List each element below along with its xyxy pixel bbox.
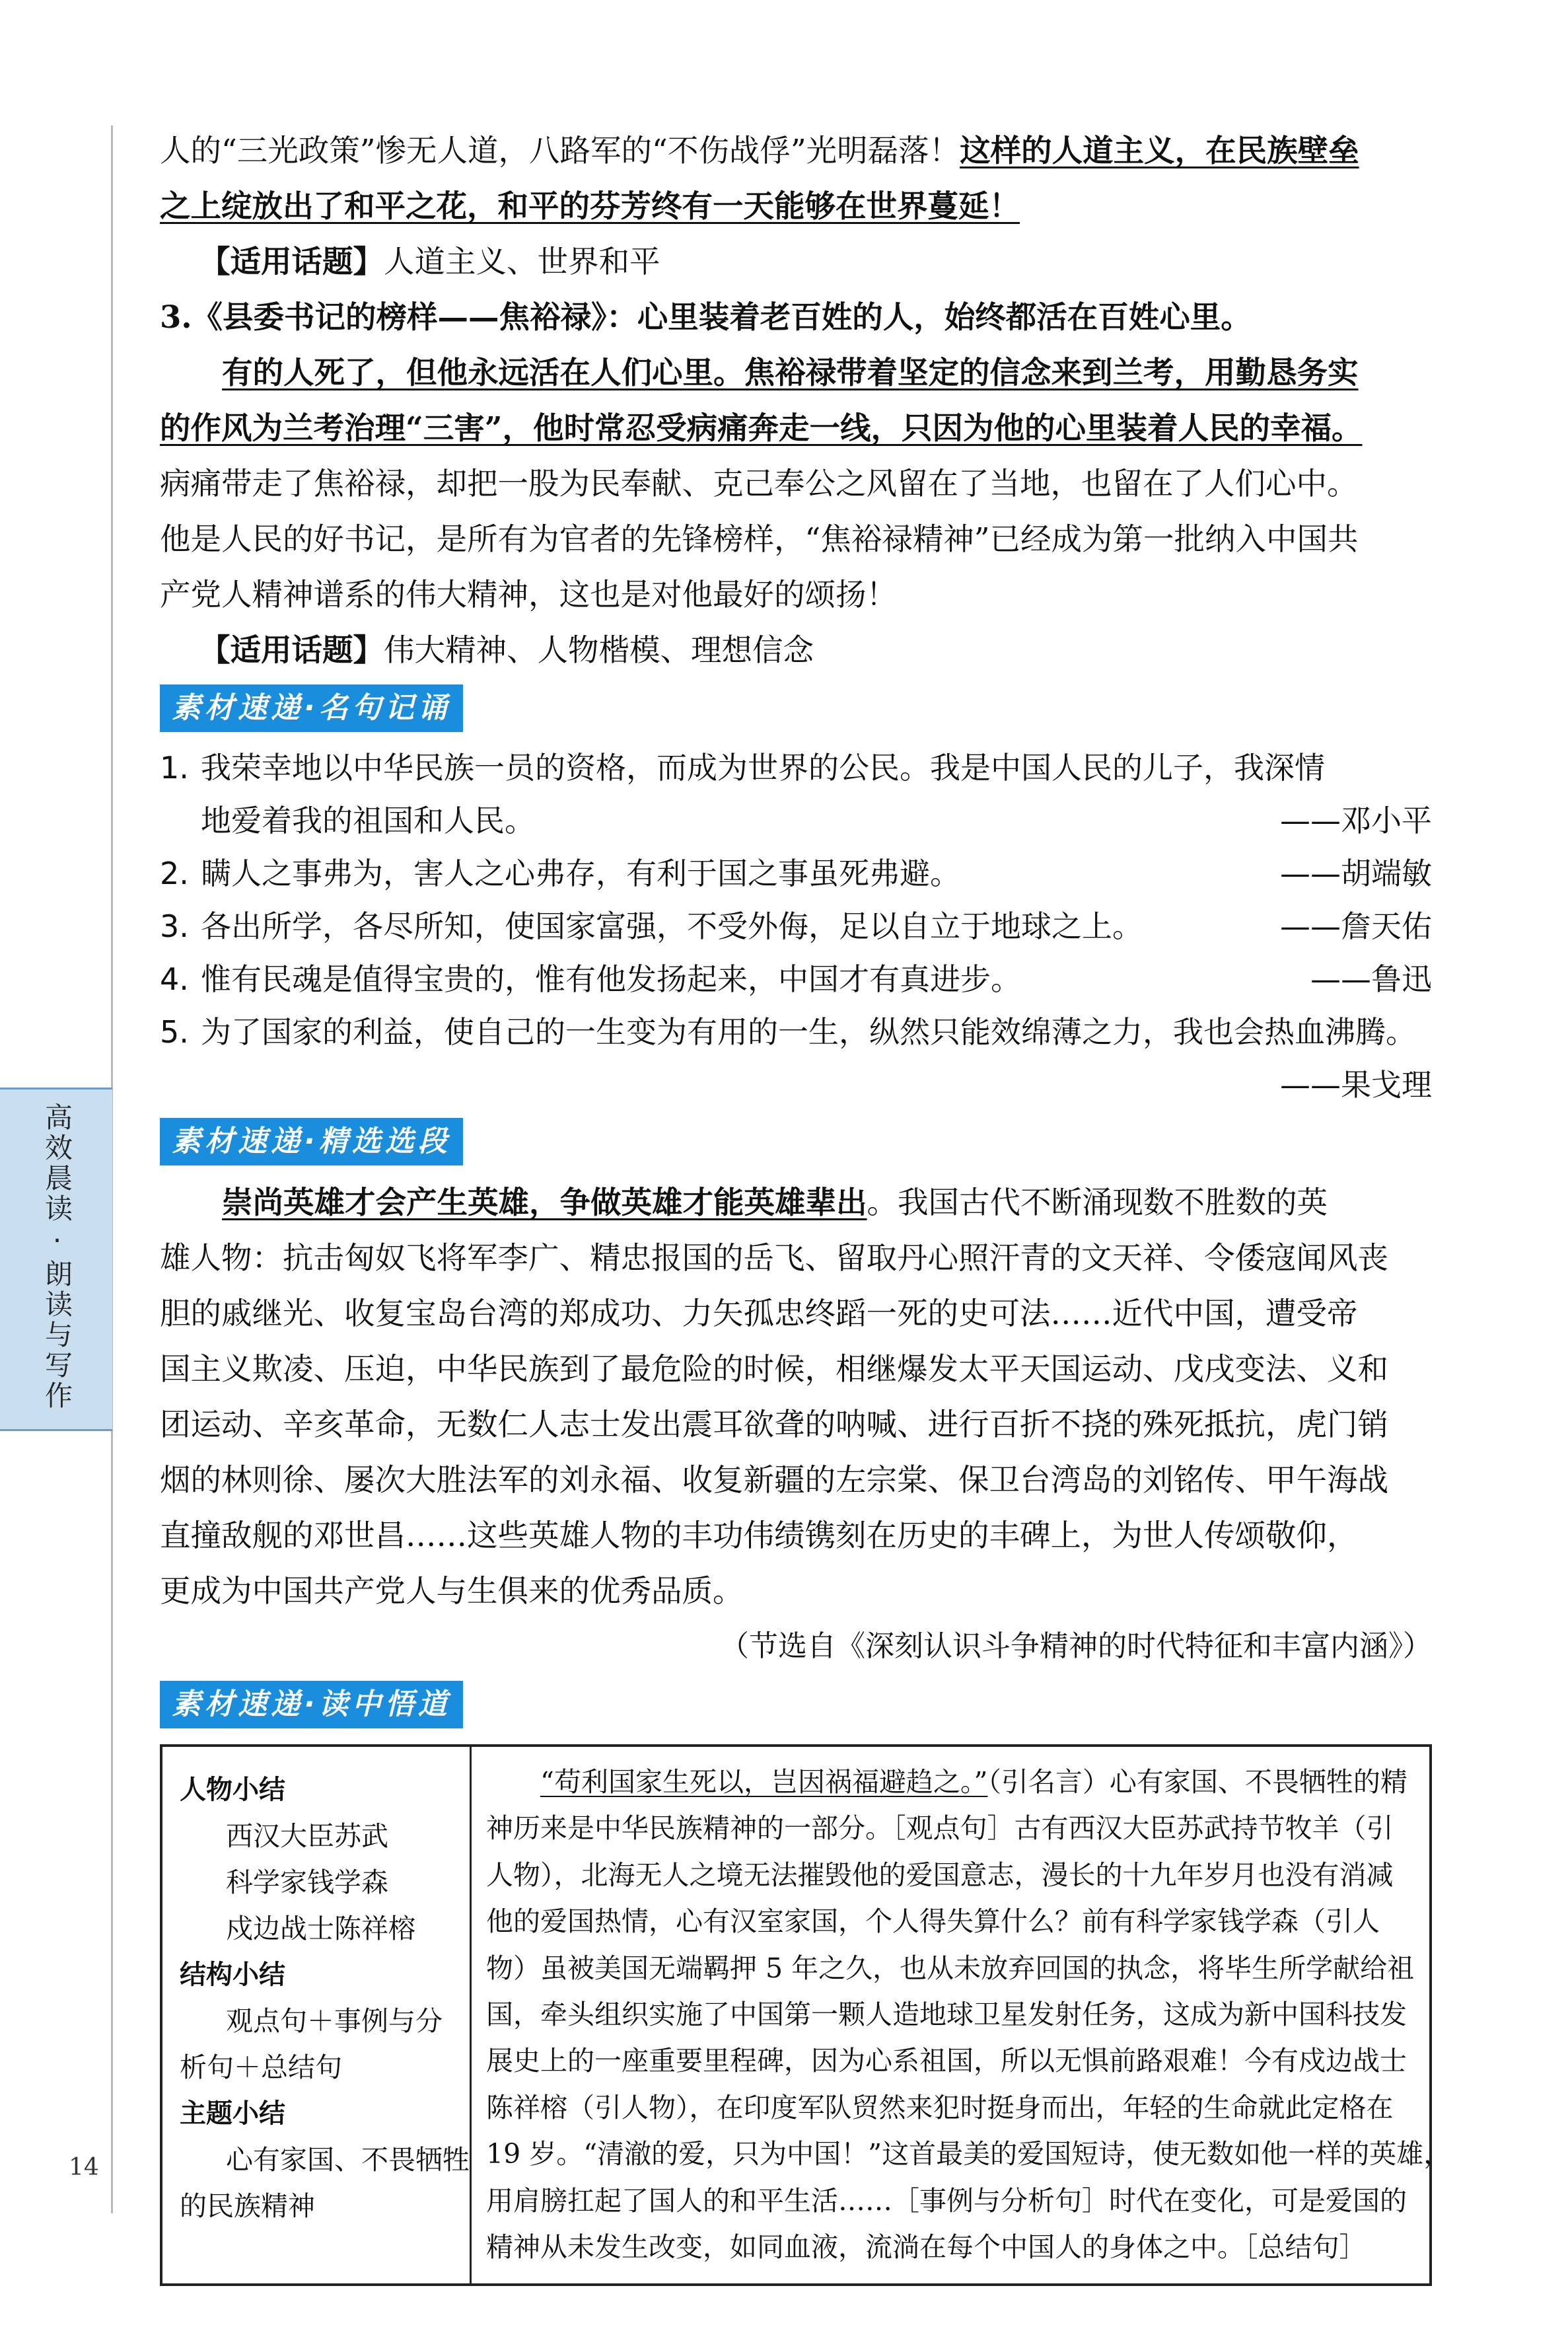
side-tab-label: 高效晨读·朗读与写作	[41, 1103, 73, 1411]
text-line: 病痛带走了焦裕禄，却把一股为民奉献、克己奉公之风留在了当地，也留在了人们心中。	[160, 466, 1358, 501]
quote-number: 1.	[160, 750, 189, 786]
highlight-span: 之上绽放出了和平之花，和平的芬芳终有一天能够在世界蔓延！	[160, 188, 1020, 224]
essay-line: 神历来是中华民族精神的一部分。［观点句］古有西汉大臣苏武持节牧羊（引	[486, 1812, 1394, 1845]
essay-line: 他的爱国热情，心有汉室家国，个人得失算什么？前有科学家钱学森（引人	[486, 1905, 1380, 1938]
section-banner: 素材速递·名句记诵	[160, 684, 463, 732]
summary-heading: 结构小结	[180, 1960, 285, 1990]
topic-line	[160, 622, 1432, 678]
text-line: 胆的戚继光、收复宝岛台湾的郑成功、力矢孤忠终蹈一死的史可法……近代中国，遭受帝	[160, 1296, 1358, 1331]
topic-label: 【适用话题】	[199, 243, 384, 279]
quote-item	[160, 847, 1432, 900]
quote-author: ——胡端敏	[1280, 856, 1432, 891]
text-span: （引名言）心有家国、不畏牺牲的精	[987, 1766, 1408, 1798]
quote-number: 5.	[160, 1014, 189, 1050]
essay-line: 人物），北海无人之境无法摧毁他的爱国意志，漫长的十九年岁月也没有消减	[486, 1859, 1394, 1891]
theme-text: 的民族精神	[180, 2190, 315, 2222]
text-line: 直撞敌舰的邓世昌……这些英雄人物的丰功伟绩镌刻在历史的丰碑上，为世人传颂敬仰，	[160, 1518, 1358, 1553]
text-line: 更成为中国共产党人与生俱来的优秀品质。	[160, 1573, 744, 1609]
quote-author: ——詹天佑	[1280, 908, 1432, 944]
text-span: 人的“三光政策”惨无人道，八路军的“不伤战俘”光明磊落！	[160, 133, 960, 168]
text-line	[160, 1175, 1432, 1230]
quote-text: 地爱着我的祖国和人民。	[201, 803, 535, 838]
quote-item	[160, 900, 1432, 953]
text-line	[160, 123, 1432, 178]
text-line: 团运动、辛亥革命，无数仁人志士发出震耳欲聋的呐喊、进行百折不挠的殊死抵抗，虎门销	[160, 1407, 1388, 1442]
person-item: 西汉大臣苏武	[226, 1820, 388, 1852]
quote-text: 为了国家的利益，使自己的一生变为有用的一生，纵然只能效绵薄之力，我也会热血沸腾。	[201, 1014, 1416, 1050]
text-line	[160, 400, 1432, 456]
quote-text: 惟有民魂是值得宝贵的，惟有他发扬起来，中国才有真进步。	[201, 961, 1021, 997]
text-span: 。我国古代不断涌现数不胜数的英	[867, 1185, 1328, 1220]
quote-span: “苟利国家生死以，岂因祸福避趋之。”	[540, 1766, 988, 1798]
highlight-span: 崇尚英雄才会产生英雄，争做英雄才能英雄辈出	[222, 1184, 867, 1220]
side-tab	[0, 1088, 112, 1431]
structure-text: 观点句＋事例与分	[226, 2005, 443, 2037]
highlight-span: 的作风为兰考治理“三害”，他时常忍受病痛奔走一线，只因为他的心里装着人民的幸福。	[160, 410, 1363, 446]
quote-text: 我荣幸地以中华民族一员的资格，而成为世界的公民。我是中国人民的儿子，我深情	[201, 750, 1325, 786]
quote-number: 2.	[160, 856, 189, 891]
quote-author: ——邓小平	[1280, 803, 1432, 838]
summary-heading: 主题小结	[180, 2098, 285, 2129]
quote-item	[160, 741, 1432, 794]
highlight-span: 有的人死了，但他永远活在人们心里。焦裕禄带着坚定的信念来到兰考，用勤恳务实	[222, 354, 1359, 390]
quote-author: ——果戈理	[1280, 1067, 1432, 1103]
page-number: 14	[69, 2154, 99, 2181]
structure-text: 析句＋总结句	[180, 2051, 342, 2083]
text-line: 产党人精神谱系的伟大精神，这也是对他最好的颂扬！	[160, 577, 897, 612]
text-line	[160, 345, 1432, 400]
essay-line: 展史上的一座重要里程碑，因为心系祖国，所以无惧前路艰难！今有戍边战士	[486, 2045, 1407, 2077]
topic-label: 【适用话题】	[199, 632, 384, 668]
item-title: 3.《县委书记的榜样——焦裕禄》：心里装着老百姓的人，始终都活在百姓心里。	[160, 299, 1252, 335]
text-line	[160, 178, 1432, 234]
source-citation: （节选自《深刻认识斗争精神的时代特征和丰富内涵》）	[720, 1629, 1432, 1663]
quote-text: 瞒人之事弗为，害人之心弗存，有利于国之事虽死弗避。	[201, 856, 960, 891]
section-banner: 素材速递·读中悟道	[160, 1681, 463, 1728]
quote-item	[160, 794, 1432, 847]
topic-value: 人道主义、世界和平	[384, 244, 660, 279]
text-line: 雄人物：抗击匈奴飞将军李广、精忠报国的岳飞、留取丹心照汗青的文天祥、令倭寇闻风丧	[160, 1240, 1388, 1276]
essay-line: 物）虽被美国无端羁押 5 年之久，也从未放弃回国的执念，将毕生所学献给祖	[486, 1952, 1415, 1984]
summary-column	[162, 1747, 472, 2283]
person-item: 科学家钱学森	[226, 1866, 388, 1898]
topic-line	[160, 234, 1432, 289]
essay-line: 精神从未发生改变，如同血液，流淌在每个中国人的身体之中。［总结句］	[486, 2231, 1367, 2264]
quote-number: 4.	[160, 961, 189, 997]
quote-item	[160, 953, 1432, 1006]
essay-line: 国，牵头组织实施了中国第一颗人造地球卫星发射任务，这成为新中国科技发	[486, 1999, 1407, 2031]
theme-text: 心有家国、不畏牺牲	[226, 2144, 470, 2176]
text-line: 他是人民的好书记，是所有为官者的先锋榜样，“焦裕禄精神”已经成为第一批纳入中国共	[160, 521, 1359, 557]
essay-line: 用肩膀扛起了国人的和平生活……［事例与分析句］时代在变化，可是爱国的	[486, 2184, 1407, 2217]
essay-line	[486, 1759, 1450, 1805]
text-line: 烟的林则徐、屡次大胜法军的刘永福、收复新疆的左宗棠、保卫台湾岛的刘铭传、甲午海战	[160, 1462, 1388, 1498]
essay-line: 陈祥榕（引人物），在印度军队贸然来犯时挺身而出，年轻的生命就此定格在	[486, 2091, 1394, 2123]
quote-author: ——鲁迅	[1310, 961, 1432, 997]
section-banner: 素材速递·精选选段	[160, 1118, 463, 1165]
quote-item	[160, 1006, 1432, 1058]
essay-line: 19 岁。“清澈的爱，只为中国！”这首最美的爱国短诗，使无数如他一样的英雄，	[486, 2138, 1451, 2170]
page-content	[160, 123, 1451, 2286]
text-line: 国主义欺凌、压迫，中华民族到了最危险的时候，相继爆发太平天国运动、戊戌变法、义和	[160, 1351, 1388, 1387]
quote-text: 各出所学，各尽所知，使国家富强，不受外侮，足以自立于地球之上。	[201, 908, 1143, 944]
essay-column	[472, 1747, 1465, 2283]
summary-heading: 人物小结	[180, 1775, 285, 1805]
topic-value: 伟大精神、人物楷模、理想信念	[384, 632, 814, 668]
highlight-span: 这样的人道主义，在民族壁垒	[960, 132, 1359, 168]
quote-number: 3.	[160, 908, 189, 944]
person-item: 戍边战士陈祥榕	[226, 1913, 415, 1944]
analysis-box	[160, 1744, 1451, 2286]
